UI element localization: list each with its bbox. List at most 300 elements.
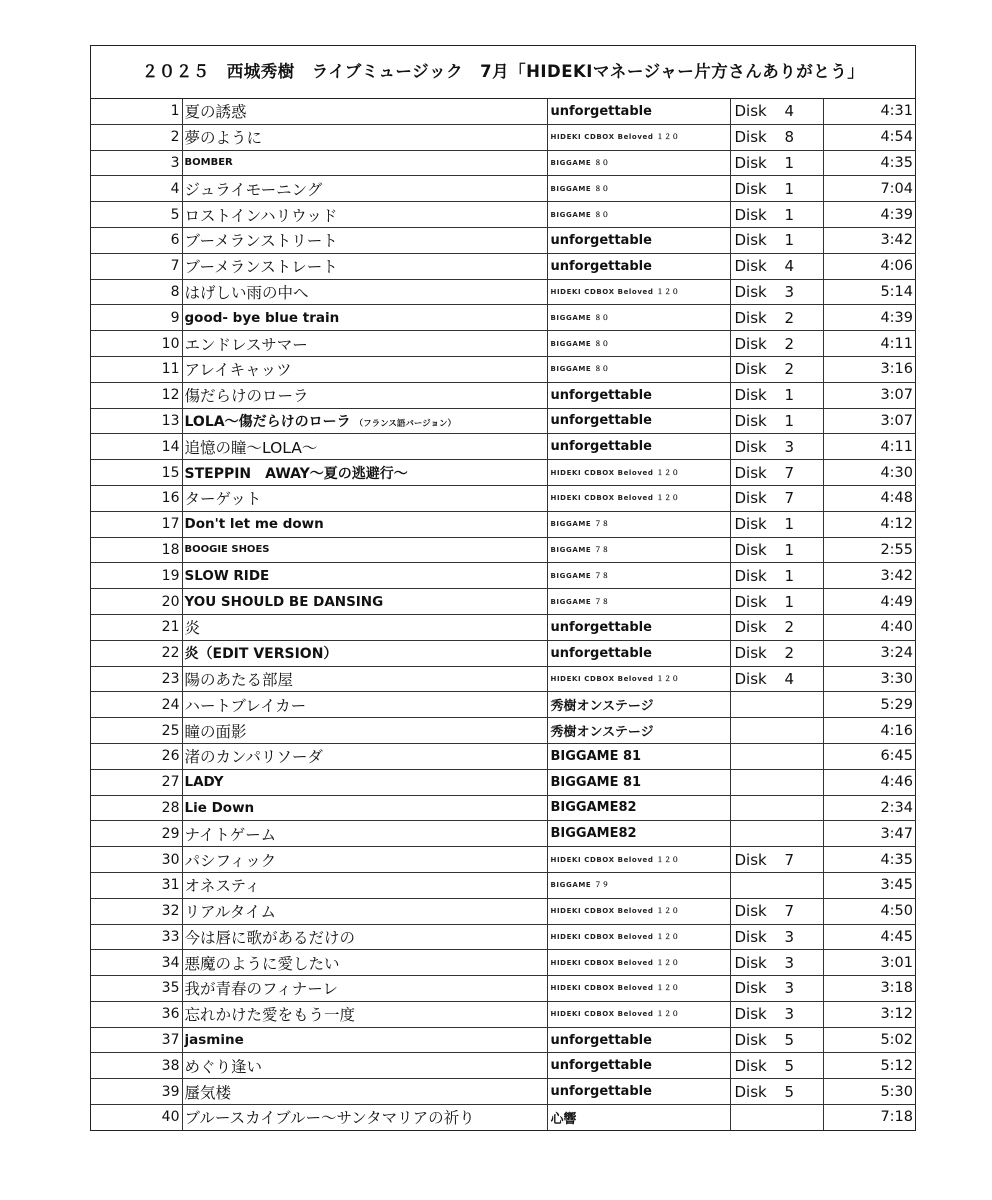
track-duration: 3:12 bbox=[823, 1001, 916, 1027]
disk-cell bbox=[730, 511, 823, 537]
table-row bbox=[91, 434, 916, 460]
track-duration: 5:02 bbox=[823, 1027, 916, 1053]
song-title-text: 悪魔のように愛したい bbox=[184, 954, 340, 973]
track-duration: 3:01 bbox=[823, 950, 916, 976]
disk-number: 1 bbox=[784, 179, 795, 198]
song-title-text: ブーメランストレート bbox=[184, 258, 338, 277]
song-title-text: 今は唇に歌があるだけの bbox=[184, 928, 356, 947]
song-title bbox=[182, 589, 547, 615]
song-title-text: 炎 bbox=[184, 619, 201, 638]
disk-label: Disk bbox=[734, 282, 767, 301]
table-row bbox=[91, 460, 916, 486]
disk-label: Disk bbox=[734, 489, 767, 508]
disk-label: Disk bbox=[734, 669, 767, 688]
source-album: HIDEKI CDBOX Beloved １２０ bbox=[547, 460, 730, 486]
song-title-text: 追憶の瞳～LOLA～ bbox=[184, 438, 318, 457]
song-title-text: ブーメランストリート bbox=[184, 232, 338, 251]
song-title bbox=[182, 537, 547, 563]
song-title bbox=[182, 795, 547, 821]
disk-cell bbox=[730, 950, 823, 976]
table-row bbox=[91, 176, 916, 202]
table-row bbox=[91, 331, 916, 357]
disk-cell bbox=[730, 408, 823, 434]
disk-number: 3 bbox=[784, 437, 795, 456]
disk-cell bbox=[730, 176, 823, 202]
source-album: BIGGAME ８０ bbox=[547, 356, 730, 382]
track-number: 26 bbox=[91, 743, 182, 769]
song-title bbox=[182, 950, 547, 976]
source-album: BIGGAME ７９ bbox=[547, 872, 730, 898]
disk-cell bbox=[730, 614, 823, 640]
source-album: BIGGAME 81 bbox=[547, 769, 730, 795]
disk-label: Disk bbox=[734, 360, 767, 379]
track-duration: 5:12 bbox=[823, 1053, 916, 1079]
song-title-text: Lie Down bbox=[184, 799, 255, 816]
track-duration: 3:47 bbox=[823, 821, 916, 847]
disk-label: Disk bbox=[734, 179, 767, 198]
table-row bbox=[91, 821, 916, 847]
setlist-rows bbox=[91, 99, 916, 1130]
disk-cell bbox=[730, 692, 823, 718]
song-title bbox=[182, 640, 547, 666]
disk-cell bbox=[730, 202, 823, 228]
disk-cell bbox=[730, 718, 823, 744]
table-row bbox=[91, 563, 916, 589]
track-duration: 4:11 bbox=[823, 331, 916, 357]
track-duration: 3:42 bbox=[823, 227, 916, 253]
disk-number: 1 bbox=[784, 386, 795, 405]
song-title-text: LADY bbox=[184, 774, 224, 791]
disk-label: Disk bbox=[734, 437, 767, 456]
track-duration: 4:35 bbox=[823, 150, 916, 176]
track-number: 16 bbox=[91, 485, 182, 511]
song-title bbox=[182, 434, 547, 460]
source-album: BIGGAME ８０ bbox=[547, 176, 730, 202]
disk-cell bbox=[730, 1027, 823, 1053]
track-duration: 6:45 bbox=[823, 743, 916, 769]
disk-number: 3 bbox=[784, 1005, 795, 1024]
disk-label: Disk bbox=[734, 128, 767, 147]
table-row bbox=[91, 1027, 916, 1053]
disk-number: 7 bbox=[784, 463, 795, 482]
source-album: HIDEKI CDBOX Beloved １２０ bbox=[547, 976, 730, 1002]
track-duration: 4:40 bbox=[823, 614, 916, 640]
track-duration: 4:48 bbox=[823, 485, 916, 511]
track-duration: 3:07 bbox=[823, 382, 916, 408]
track-duration: 4:16 bbox=[823, 718, 916, 744]
song-title-text: 炎（EDIT VERSION） bbox=[184, 646, 338, 663]
song-title bbox=[182, 692, 547, 718]
song-title-text: jasmine bbox=[184, 1032, 244, 1049]
source-album: BIGGAME ７８ bbox=[547, 511, 730, 537]
song-title-text: 夢のように bbox=[184, 129, 263, 148]
song-title bbox=[182, 511, 547, 537]
page-title: ２０２５ 西城秀樹 ライブミュージック 7月「HIDEKIマネージャー片方さんありがとう」 bbox=[91, 46, 915, 99]
track-number: 32 bbox=[91, 898, 182, 924]
disk-label: Disk bbox=[734, 102, 767, 121]
disk-cell bbox=[730, 434, 823, 460]
song-title-text: good- bye blue train bbox=[184, 309, 340, 326]
song-title bbox=[182, 485, 547, 511]
disk-number: 1 bbox=[784, 566, 795, 585]
disk-label: Disk bbox=[734, 850, 767, 869]
track-duration: 5:29 bbox=[823, 692, 916, 718]
track-number: 20 bbox=[91, 589, 182, 615]
disk-number: 7 bbox=[784, 489, 795, 508]
setlist-sheet bbox=[90, 45, 916, 1131]
source-album: unforgettable bbox=[547, 99, 730, 124]
table-row bbox=[91, 537, 916, 563]
disk-cell bbox=[730, 485, 823, 511]
table-row bbox=[91, 305, 916, 331]
song-title bbox=[182, 150, 547, 176]
track-number: 9 bbox=[91, 305, 182, 331]
disk-number: 2 bbox=[784, 334, 795, 353]
track-number: 2 bbox=[91, 124, 182, 150]
disk-cell bbox=[730, 563, 823, 589]
song-title-text: LOLA～傷だらけのローラ bbox=[184, 413, 351, 430]
source-album: unforgettable bbox=[547, 1079, 730, 1105]
track-number: 29 bbox=[91, 821, 182, 847]
table-row bbox=[91, 124, 916, 150]
song-title bbox=[182, 202, 547, 228]
disk-label: Disk bbox=[734, 927, 767, 946]
disk-cell bbox=[730, 331, 823, 357]
song-title bbox=[182, 460, 547, 486]
source-album: BIGGAME ７８ bbox=[547, 589, 730, 615]
disk-label: Disk bbox=[734, 231, 767, 250]
song-title bbox=[182, 253, 547, 279]
song-title bbox=[182, 821, 547, 847]
disk-label: Disk bbox=[734, 411, 767, 430]
track-duration: 3:07 bbox=[823, 408, 916, 434]
song-title bbox=[182, 99, 547, 124]
disk-cell bbox=[730, 743, 823, 769]
track-number: 10 bbox=[91, 331, 182, 357]
track-duration: 4:46 bbox=[823, 769, 916, 795]
song-title-text: 蜃気楼 bbox=[184, 1083, 232, 1102]
song-title-text: めぐり逢い bbox=[184, 1057, 263, 1076]
song-title bbox=[182, 124, 547, 150]
source-album: HIDEKI CDBOX Beloved １２０ bbox=[547, 950, 730, 976]
source-album: unforgettable bbox=[547, 382, 730, 408]
table-row bbox=[91, 898, 916, 924]
track-number: 11 bbox=[91, 356, 182, 382]
table-row bbox=[91, 976, 916, 1002]
source-album: unforgettable bbox=[547, 227, 730, 253]
song-title bbox=[182, 743, 547, 769]
song-title bbox=[182, 176, 547, 202]
disk-number: 4 bbox=[784, 669, 795, 688]
song-title-text: ターゲット bbox=[184, 490, 262, 509]
source-album: unforgettable bbox=[547, 614, 730, 640]
disk-number: 1 bbox=[784, 515, 795, 534]
source-album: unforgettable bbox=[547, 1053, 730, 1079]
track-duration: 7:04 bbox=[823, 176, 916, 202]
track-duration: 4:39 bbox=[823, 202, 916, 228]
source-album: HIDEKI CDBOX Beloved １２０ bbox=[547, 847, 730, 873]
track-number: 8 bbox=[91, 279, 182, 305]
disk-cell bbox=[730, 795, 823, 821]
disk-label: Disk bbox=[734, 644, 767, 663]
source-album: BIGGAME ８０ bbox=[547, 202, 730, 228]
song-title bbox=[182, 305, 547, 331]
disk-label: Disk bbox=[734, 1056, 767, 1075]
track-number: 12 bbox=[91, 382, 182, 408]
track-duration: 3:45 bbox=[823, 872, 916, 898]
disk-label: Disk bbox=[734, 979, 767, 998]
disk-number: 1 bbox=[784, 540, 795, 559]
disk-cell bbox=[730, 1105, 823, 1130]
table-row bbox=[91, 1053, 916, 1079]
table-row bbox=[91, 485, 916, 511]
track-duration: 4:11 bbox=[823, 434, 916, 460]
disk-cell bbox=[730, 847, 823, 873]
disk-number: 1 bbox=[784, 231, 795, 250]
song-title bbox=[182, 563, 547, 589]
table-row bbox=[91, 589, 916, 615]
source-album: BIGGAME82 bbox=[547, 821, 730, 847]
track-number: 28 bbox=[91, 795, 182, 821]
table-row bbox=[91, 614, 916, 640]
table-row bbox=[91, 769, 916, 795]
disk-label: Disk bbox=[734, 334, 767, 353]
song-title bbox=[182, 227, 547, 253]
source-album: BIGGAME ７８ bbox=[547, 563, 730, 589]
track-number: 6 bbox=[91, 227, 182, 253]
track-number: 35 bbox=[91, 976, 182, 1002]
song-title-text: ジュライモーニング bbox=[184, 180, 323, 199]
track-duration: 4:31 bbox=[823, 99, 916, 124]
track-number: 5 bbox=[91, 202, 182, 228]
track-number: 39 bbox=[91, 1079, 182, 1105]
table-row bbox=[91, 150, 916, 176]
track-duration: 5:14 bbox=[823, 279, 916, 305]
table-row bbox=[91, 279, 916, 305]
disk-cell bbox=[730, 821, 823, 847]
source-album: BIGGAME82 bbox=[547, 795, 730, 821]
song-title-text: Don't let me down bbox=[184, 516, 324, 533]
song-title-text: 忘れかけた愛をもう一度 bbox=[184, 1006, 356, 1025]
song-title-text: アレイキャッツ bbox=[184, 361, 292, 380]
song-title-text: はげしい雨の中へ bbox=[184, 283, 309, 302]
song-title-text: エンドレスサマー bbox=[184, 335, 308, 354]
disk-label: Disk bbox=[734, 205, 767, 224]
table-row bbox=[91, 227, 916, 253]
disk-cell bbox=[730, 537, 823, 563]
track-number: 30 bbox=[91, 847, 182, 873]
disk-number: 1 bbox=[784, 592, 795, 611]
source-album: HIDEKI CDBOX Beloved １２０ bbox=[547, 1001, 730, 1027]
disk-cell bbox=[730, 227, 823, 253]
disk-number: 5 bbox=[784, 1031, 795, 1050]
track-number: 18 bbox=[91, 537, 182, 563]
disk-label: Disk bbox=[734, 257, 767, 276]
disk-cell bbox=[730, 99, 823, 124]
track-number: 24 bbox=[91, 692, 182, 718]
disk-label: Disk bbox=[734, 386, 767, 405]
song-title bbox=[182, 1027, 547, 1053]
disk-number: 1 bbox=[784, 205, 795, 224]
track-number: 3 bbox=[91, 150, 182, 176]
table-row bbox=[91, 950, 916, 976]
source-album: unforgettable bbox=[547, 1027, 730, 1053]
table-row bbox=[91, 408, 916, 434]
disk-cell bbox=[730, 976, 823, 1002]
song-title-text: STEPPIN AWAY～夏の逃避行～ bbox=[184, 465, 408, 482]
disk-cell bbox=[730, 640, 823, 666]
disk-number: 4 bbox=[784, 257, 795, 276]
track-number: 17 bbox=[91, 511, 182, 537]
table-row bbox=[91, 511, 916, 537]
table-row bbox=[91, 1079, 916, 1105]
song-title-text: ナイトゲーム bbox=[184, 825, 277, 844]
track-duration: 5:30 bbox=[823, 1079, 916, 1105]
track-duration: 3:24 bbox=[823, 640, 916, 666]
table-row bbox=[91, 640, 916, 666]
song-title-text: パシフィック bbox=[184, 851, 277, 870]
disk-cell bbox=[730, 1001, 823, 1027]
track-number: 13 bbox=[91, 408, 182, 434]
source-album: HIDEKI CDBOX Beloved １２０ bbox=[547, 924, 730, 950]
table-row bbox=[91, 847, 916, 873]
track-number: 40 bbox=[91, 1105, 182, 1130]
disk-cell bbox=[730, 872, 823, 898]
disk-label: Disk bbox=[734, 592, 767, 611]
disk-number: 7 bbox=[784, 850, 795, 869]
table-row bbox=[91, 1105, 916, 1130]
source-album: unforgettable bbox=[547, 408, 730, 434]
song-title-text: BOMBER bbox=[184, 157, 233, 169]
table-row bbox=[91, 382, 916, 408]
song-title bbox=[182, 408, 547, 434]
disk-label: Disk bbox=[734, 902, 767, 921]
disk-number: 2 bbox=[784, 618, 795, 637]
song-subtitle: （フランス語バージョン） bbox=[354, 418, 457, 429]
track-number: 38 bbox=[91, 1053, 182, 1079]
source-album: unforgettable bbox=[547, 253, 730, 279]
disk-cell bbox=[730, 1079, 823, 1105]
source-album: BIGGAME 81 bbox=[547, 743, 730, 769]
track-number: 31 bbox=[91, 872, 182, 898]
song-title-text: 陽のあたる部屋 bbox=[184, 670, 294, 689]
song-title-text: リアルタイム bbox=[184, 903, 276, 922]
song-title-text: ロストインハリウッド bbox=[184, 206, 338, 225]
track-number: 19 bbox=[91, 563, 182, 589]
track-duration: 4:45 bbox=[823, 924, 916, 950]
track-number: 15 bbox=[91, 460, 182, 486]
track-duration: 4:50 bbox=[823, 898, 916, 924]
track-duration: 4:12 bbox=[823, 511, 916, 537]
disk-label: Disk bbox=[734, 463, 767, 482]
table-row bbox=[91, 202, 916, 228]
track-number: 22 bbox=[91, 640, 182, 666]
track-duration: 3:42 bbox=[823, 563, 916, 589]
table-row bbox=[91, 718, 916, 744]
setlist-table bbox=[91, 99, 916, 1130]
track-duration: 3:16 bbox=[823, 356, 916, 382]
disk-number: 5 bbox=[784, 1056, 795, 1075]
source-album: unforgettable bbox=[547, 640, 730, 666]
disk-label: Disk bbox=[734, 540, 767, 559]
track-number: 21 bbox=[91, 614, 182, 640]
disk-cell bbox=[730, 305, 823, 331]
disk-number: 2 bbox=[784, 360, 795, 379]
disk-cell bbox=[730, 124, 823, 150]
disk-number: 7 bbox=[784, 902, 795, 921]
song-title bbox=[182, 976, 547, 1002]
source-album: BIGGAME ８０ bbox=[547, 305, 730, 331]
song-title-text: 傷だらけのローラ bbox=[184, 387, 309, 406]
source-album: BIGGAME ８０ bbox=[547, 150, 730, 176]
source-album: BIGGAME ８０ bbox=[547, 331, 730, 357]
disk-label: Disk bbox=[734, 153, 767, 172]
source-album: unforgettable bbox=[547, 434, 730, 460]
song-title-text: 夏の誘惑 bbox=[184, 103, 247, 122]
disk-cell bbox=[730, 924, 823, 950]
song-title bbox=[182, 718, 547, 744]
track-number: 33 bbox=[91, 924, 182, 950]
source-album: HIDEKI CDBOX Beloved １２０ bbox=[547, 124, 730, 150]
song-title-text: ブルースカイブルー～サンタマリアの祈り bbox=[184, 1109, 475, 1128]
disk-label: Disk bbox=[734, 1031, 767, 1050]
song-title bbox=[182, 1079, 547, 1105]
track-number: 4 bbox=[91, 176, 182, 202]
track-number: 27 bbox=[91, 769, 182, 795]
track-duration: 2:55 bbox=[823, 537, 916, 563]
disk-label: Disk bbox=[734, 566, 767, 585]
disk-number: 2 bbox=[784, 644, 795, 663]
track-duration: 4:06 bbox=[823, 253, 916, 279]
song-title bbox=[182, 1053, 547, 1079]
disk-cell bbox=[730, 898, 823, 924]
disk-cell bbox=[730, 769, 823, 795]
disk-number: 1 bbox=[784, 411, 795, 430]
disk-label: Disk bbox=[734, 1082, 767, 1101]
table-row bbox=[91, 743, 916, 769]
song-title bbox=[182, 331, 547, 357]
disk-number: 8 bbox=[784, 128, 795, 147]
song-title-text: SLOW RIDE bbox=[184, 567, 270, 584]
track-number: 25 bbox=[91, 718, 182, 744]
disk-label: Disk bbox=[734, 618, 767, 637]
disk-number: 2 bbox=[784, 308, 795, 327]
track-duration: 3:30 bbox=[823, 666, 916, 692]
source-album: BIGGAME ７８ bbox=[547, 537, 730, 563]
disk-number: 3 bbox=[784, 953, 795, 972]
track-number: 34 bbox=[91, 950, 182, 976]
disk-cell bbox=[730, 382, 823, 408]
song-title-text: ハートブレイカー bbox=[184, 696, 307, 715]
table-row bbox=[91, 356, 916, 382]
track-duration: 2:34 bbox=[823, 795, 916, 821]
track-duration: 4:49 bbox=[823, 589, 916, 615]
song-title bbox=[182, 847, 547, 873]
disk-cell bbox=[730, 1053, 823, 1079]
source-album: HIDEKI CDBOX Beloved １２０ bbox=[547, 485, 730, 511]
source-album: HIDEKI CDBOX Beloved １２０ bbox=[547, 279, 730, 305]
table-row bbox=[91, 795, 916, 821]
track-duration: 4:39 bbox=[823, 305, 916, 331]
disk-number: 1 bbox=[784, 153, 795, 172]
song-title bbox=[182, 1105, 547, 1130]
disk-cell bbox=[730, 356, 823, 382]
song-title-text: BOOGIE SHOES bbox=[184, 544, 270, 556]
disk-label: Disk bbox=[734, 953, 767, 972]
song-title-text: オネスティ bbox=[184, 877, 261, 896]
track-number: 14 bbox=[91, 434, 182, 460]
disk-cell bbox=[730, 150, 823, 176]
